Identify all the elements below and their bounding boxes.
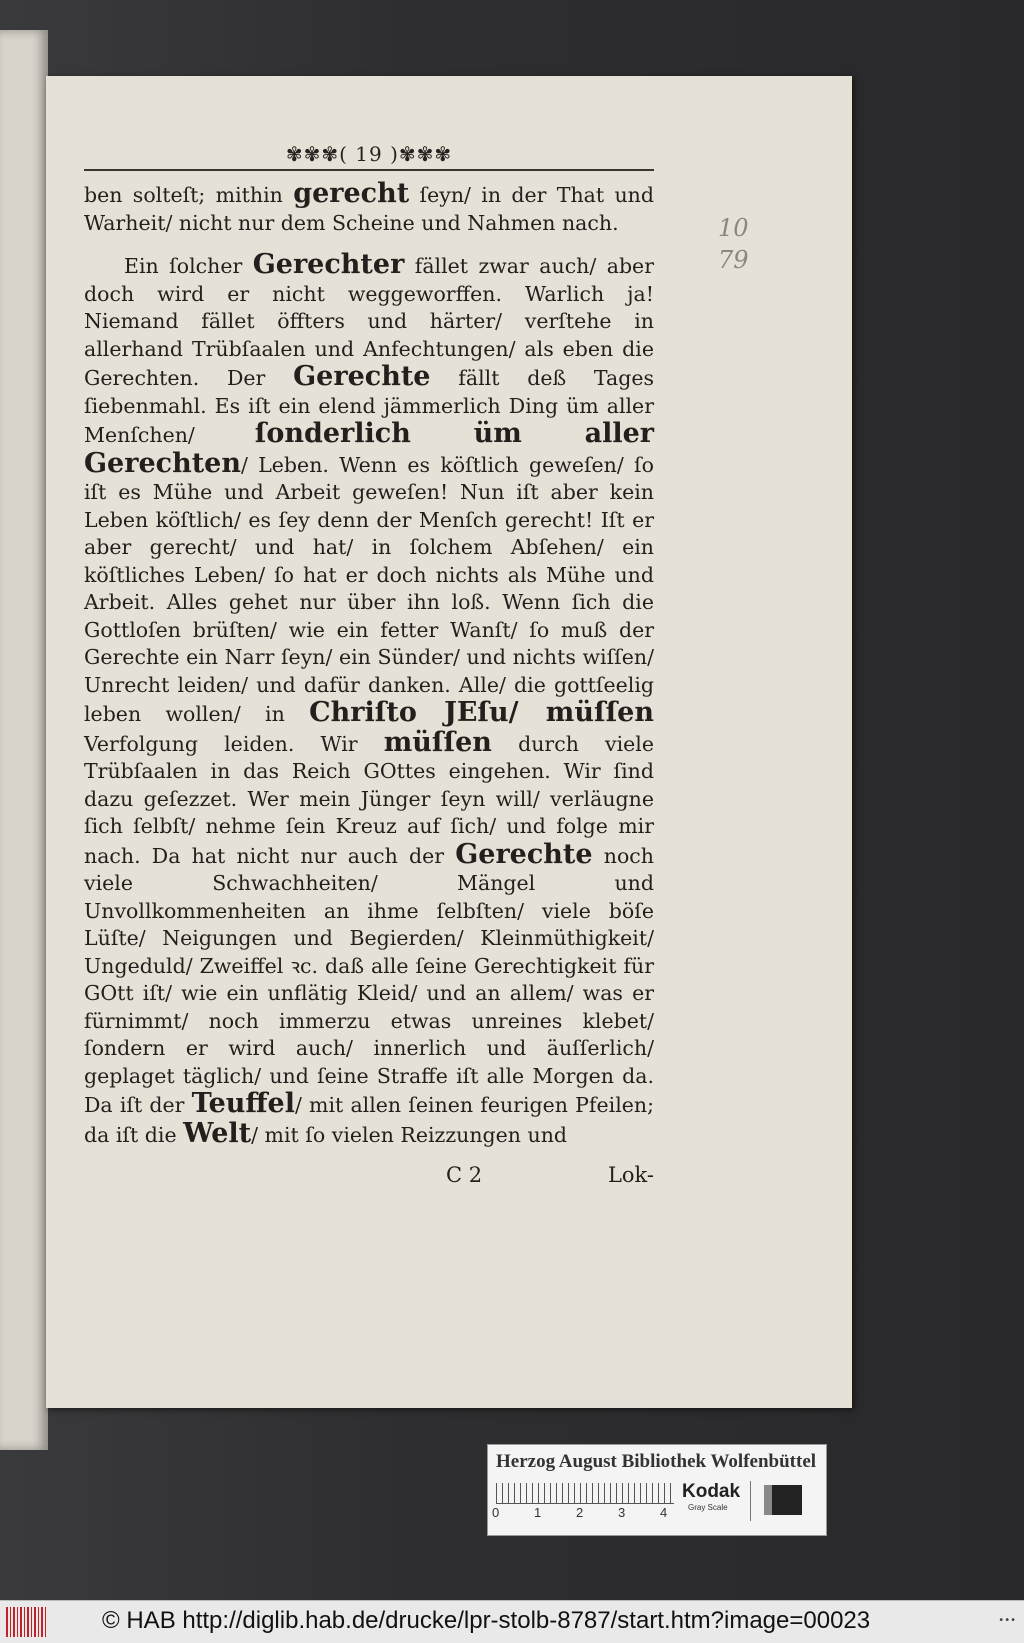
header-rule: [84, 169, 654, 171]
text-run: ben solteſt; mithin: [84, 183, 294, 207]
emphasized-word: Gerechte: [455, 838, 593, 870]
text-run: durch viele Trübſaalen in das Reich GOttes eingehen. Wir ſind dazu geſezzet. Wer mein Jünger ſeyn will/ verläugne ſich ſelbſt/ nehme ſein Kreuz auf ſich/ und folge mir nach. Da hat nicht nur auch der: [84, 731, 654, 868]
emphasized-word: Gerechter: [252, 249, 405, 280]
text-run: ſeyn/ in der That und Warheit/ nicht nur dem Scheine und Nahmen nach.: [84, 183, 655, 235]
ruler-number: 2: [576, 1505, 584, 1520]
card-divider: [750, 1481, 751, 1521]
text-run: Verfolgung leiden. Wir: [84, 731, 384, 756]
color-calibration-card: [487, 1444, 827, 1536]
gray-swatch: [764, 1485, 802, 1515]
kodak-logo: Kodak: [682, 1481, 741, 1502]
viewer-footer-bar: [0, 1600, 1024, 1643]
pencil-note: 10: [718, 214, 749, 242]
pencil-note: 79: [718, 246, 749, 274]
text-run: / Leben. Wenn es köſtlich geweſen/ ſo iſt es Mühe und Arbeit geweſen! Nun iſt aber kein Leben köſtlich/ es ſey denn der Menſch gerecht! Iſt er aber gerecht/ und hat/ in ſolchem Abſehen/ ein köſtliches Leben/ ſo hat er doch nichts als Mühe und Arbeit. Alles gehet nur über ihn loß. Wenn ſich die Gottloſen brüſten/ wie ein fetter Wanſt/ ſo muß der Gerechte ein Narr ſeyn/ ein Sünder/ und nichts wiſſen/ Unrecht leiden/ und dafür danken. Alle/ die gottſeelig leben wollen/ in: [84, 452, 654, 726]
text-run: / mit allen ſeinen feurigen Pfeilen; da iſt die: [84, 1093, 654, 1147]
pencil-annotations: [718, 212, 749, 276]
signature-mark: C 2: [446, 1163, 483, 1187]
ruler-number: 1: [534, 1505, 542, 1520]
ruler-number: 0: [492, 1505, 500, 1520]
emphasized-word: Welt: [183, 1117, 252, 1149]
text-run: fällt deß Tages ſiebenmahl. Es iſt ein elend jämmerlich Ding üm aller Menſchen/: [84, 366, 654, 447]
emphasized-word: Gerechte: [293, 361, 431, 392]
paragraph: [84, 180, 654, 237]
running-header: [84, 140, 654, 174]
text-run: Ein ſolcher: [124, 254, 253, 278]
ruler-number: 3: [618, 1505, 626, 1520]
paragraph: [84, 251, 654, 1149]
library-name: Herzog August Bibliothek Wolfenbüttel: [496, 1451, 817, 1472]
catchword: Lok-: [607, 1163, 654, 1187]
emphasized-word: Teuffel: [191, 1088, 295, 1119]
text-run: / mit ſo vielen Reizzungen und: [251, 1122, 568, 1147]
page-number-header: ✾✾✾( 19 )✾✾✾: [282, 142, 456, 166]
text-run: noch viele Schwachheiten/ Mängel und Unvollkommenheiten an ihme ſelbſten/ viele böſe Lüſte/ Neigungen und Begierden/ Kleinmüthigkeit/ Ungeduld/ Zweiffel ꝛc. daß alle ſeine Gerechtigkeit für GOtt iſt/ wie ein unflätig Kleid/ und an allem/ was er fürnimmt/ noch immerzu etwas unreines klebet/ ſondern er wird auch/ innerlich und äuſſerlich/ geplaget täglich/ und ſeine Straffe iſt alle Morgen da. Da iſt der: [84, 843, 654, 1117]
text-run: fället zwar auch/ aber doch wird er nicht weggeworffen. Warlich ja! Niemand fället öffters und härter/ verſtehe in allerhand Trübſaalen und Anfechtungen/ als eben die Gerechten. Der: [84, 254, 654, 390]
emphasized-word: Chriſto JEſu/ müſſen: [309, 697, 654, 728]
copyright-link[interactable]: © HAB http://diglib.hab.de/drucke/lpr-stolb-8787/start.htm?image=00023: [102, 1607, 871, 1634]
scale-ruler: [496, 1483, 674, 1504]
page-footer: [84, 1163, 654, 1193]
emphasized-word: müſſen: [383, 726, 492, 758]
ruler-number: 4: [660, 1505, 668, 1520]
hab-logo-icon[interactable]: [6, 1607, 46, 1637]
gray-scale-label: Gray Scale: [688, 1503, 728, 1512]
more-options-icon[interactable]: •••: [998, 1615, 1016, 1626]
body-text: [84, 180, 654, 1149]
emphasized-word: gerecht: [293, 178, 410, 209]
page-content: [84, 140, 654, 1193]
emphasized-word: ſonderlich üm aller Gerechten: [84, 418, 655, 479]
facing-page-edge: [0, 30, 48, 1450]
